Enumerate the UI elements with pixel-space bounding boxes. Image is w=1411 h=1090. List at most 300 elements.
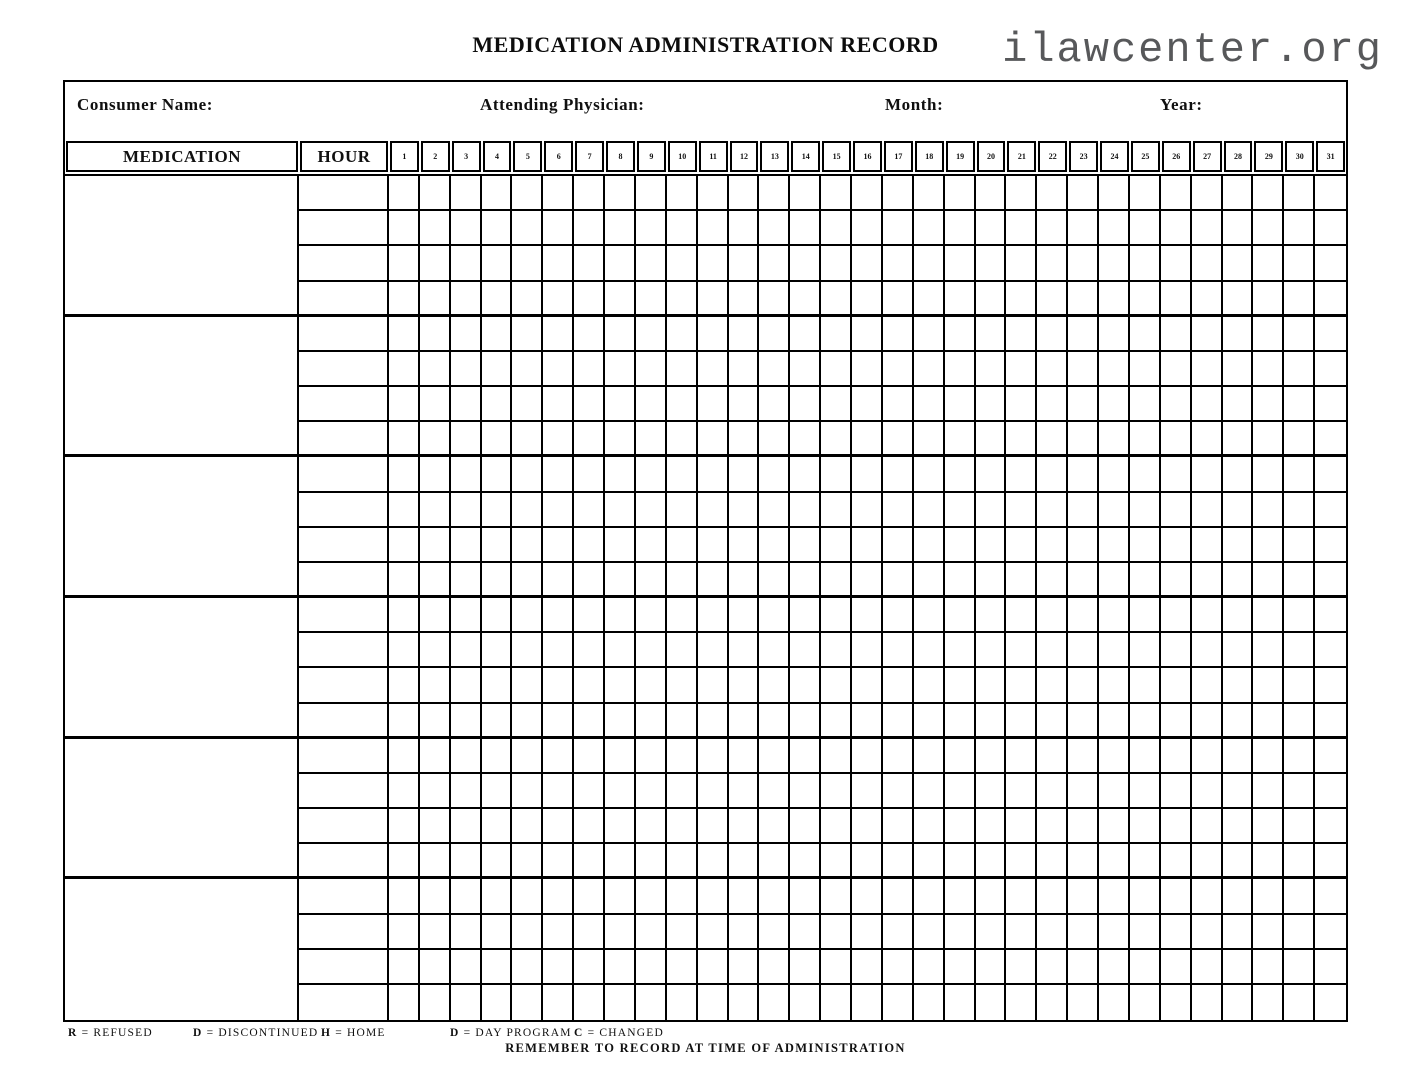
day-cell[interactable]	[821, 879, 852, 914]
day-cell[interactable]	[1068, 422, 1099, 457]
day-cell[interactable]	[1037, 844, 1068, 879]
day-cell[interactable]	[605, 633, 636, 668]
day-cell[interactable]	[543, 844, 574, 879]
day-cell[interactable]	[605, 598, 636, 633]
day-cell[interactable]	[1006, 809, 1037, 844]
day-cell[interactable]	[1192, 774, 1223, 809]
day-cell[interactable]	[636, 879, 667, 914]
day-cell[interactable]	[1130, 457, 1161, 492]
day-cell[interactable]	[1315, 282, 1346, 317]
day-cell[interactable]	[790, 668, 821, 703]
day-cell[interactable]	[512, 317, 543, 352]
day-cell[interactable]	[852, 493, 883, 528]
day-cell[interactable]	[883, 809, 914, 844]
hour-cell[interactable]	[299, 879, 389, 914]
day-cell[interactable]	[451, 915, 482, 950]
day-cell[interactable]	[1130, 879, 1161, 914]
day-cell[interactable]	[451, 774, 482, 809]
day-cell[interactable]	[420, 844, 451, 879]
hour-cell[interactable]	[299, 246, 389, 281]
day-cell[interactable]	[482, 844, 513, 879]
day-cell[interactable]	[574, 563, 605, 598]
day-cell[interactable]	[1006, 387, 1037, 422]
day-cell[interactable]	[729, 915, 760, 950]
day-cell[interactable]	[420, 563, 451, 598]
day-cell[interactable]	[945, 774, 976, 809]
day-cell[interactable]	[605, 246, 636, 281]
day-cell[interactable]	[729, 352, 760, 387]
day-cell[interactable]	[698, 633, 729, 668]
day-cell[interactable]	[698, 317, 729, 352]
day-cell[interactable]	[1253, 879, 1284, 914]
day-cell[interactable]	[1099, 176, 1130, 211]
day-cell[interactable]	[1161, 528, 1192, 563]
day-cell[interactable]	[790, 246, 821, 281]
day-cell[interactable]	[1284, 633, 1315, 668]
day-cell[interactable]	[852, 633, 883, 668]
day-cell[interactable]	[759, 774, 790, 809]
day-cell[interactable]	[821, 774, 852, 809]
hour-cell[interactable]	[299, 211, 389, 246]
day-cell[interactable]	[1284, 457, 1315, 492]
day-cell[interactable]	[759, 457, 790, 492]
day-cell[interactable]	[1223, 668, 1254, 703]
day-cell[interactable]	[790, 633, 821, 668]
day-cell[interactable]	[512, 774, 543, 809]
day-cell[interactable]	[821, 528, 852, 563]
day-cell[interactable]	[420, 985, 451, 1020]
day-cell[interactable]	[1253, 915, 1284, 950]
day-cell[interactable]	[945, 704, 976, 739]
day-cell[interactable]	[574, 739, 605, 774]
day-cell[interactable]	[1161, 387, 1192, 422]
day-cell[interactable]	[667, 493, 698, 528]
day-cell[interactable]	[512, 352, 543, 387]
day-cell[interactable]	[1284, 317, 1315, 352]
day-cell[interactable]	[759, 176, 790, 211]
day-cell[interactable]	[512, 387, 543, 422]
day-cell[interactable]	[729, 528, 760, 563]
day-cell[interactable]	[945, 879, 976, 914]
day-cell[interactable]	[1253, 387, 1284, 422]
day-cell[interactable]	[1223, 422, 1254, 457]
day-cell[interactable]	[1006, 879, 1037, 914]
day-cell[interactable]	[574, 809, 605, 844]
day-cell[interactable]	[1253, 950, 1284, 985]
day-cell[interactable]	[605, 457, 636, 492]
day-cell[interactable]	[1253, 739, 1284, 774]
day-cell[interactable]	[976, 879, 1007, 914]
medication-cell[interactable]	[65, 176, 299, 317]
day-cell[interactable]	[389, 950, 420, 985]
day-cell[interactable]	[1315, 563, 1346, 598]
day-cell[interactable]	[976, 387, 1007, 422]
day-cell[interactable]	[914, 528, 945, 563]
day-cell[interactable]	[883, 774, 914, 809]
day-cell[interactable]	[574, 668, 605, 703]
day-cell[interactable]	[1130, 352, 1161, 387]
day-cell[interactable]	[1099, 739, 1130, 774]
day-cell[interactable]	[636, 176, 667, 211]
day-cell[interactable]	[852, 387, 883, 422]
day-cell[interactable]	[729, 211, 760, 246]
day-cell[interactable]	[1161, 457, 1192, 492]
day-cell[interactable]	[1006, 493, 1037, 528]
day-cell[interactable]	[698, 493, 729, 528]
day-cell[interactable]	[1192, 457, 1223, 492]
day-cell[interactable]	[451, 809, 482, 844]
day-cell[interactable]	[636, 422, 667, 457]
day-cell[interactable]	[543, 176, 574, 211]
day-cell[interactable]	[1099, 950, 1130, 985]
day-cell[interactable]	[759, 668, 790, 703]
day-cell[interactable]	[543, 879, 574, 914]
day-cell[interactable]	[945, 493, 976, 528]
day-cell[interactable]	[1284, 563, 1315, 598]
day-cell[interactable]	[914, 317, 945, 352]
day-cell[interactable]	[1284, 282, 1315, 317]
day-cell[interactable]	[1192, 985, 1223, 1020]
hour-cell[interactable]	[299, 422, 389, 457]
day-cell[interactable]	[790, 457, 821, 492]
day-cell[interactable]	[451, 739, 482, 774]
day-cell[interactable]	[883, 493, 914, 528]
hour-cell[interactable]	[299, 563, 389, 598]
day-cell[interactable]	[1284, 915, 1315, 950]
day-cell[interactable]	[389, 246, 420, 281]
day-cell[interactable]	[482, 633, 513, 668]
medication-cell[interactable]	[65, 598, 299, 739]
day-cell[interactable]	[512, 211, 543, 246]
day-cell[interactable]	[1315, 211, 1346, 246]
day-cell[interactable]	[512, 457, 543, 492]
day-cell[interactable]	[1037, 704, 1068, 739]
day-cell[interactable]	[1192, 211, 1223, 246]
day-cell[interactable]	[1006, 457, 1037, 492]
day-cell[interactable]	[1037, 352, 1068, 387]
day-cell[interactable]	[1223, 493, 1254, 528]
day-cell[interactable]	[420, 211, 451, 246]
day-cell[interactable]	[945, 915, 976, 950]
day-cell[interactable]	[482, 457, 513, 492]
day-cell[interactable]	[451, 493, 482, 528]
day-cell[interactable]	[420, 387, 451, 422]
day-cell[interactable]	[667, 809, 698, 844]
day-cell[interactable]	[790, 844, 821, 879]
day-cell[interactable]	[667, 528, 698, 563]
day-cell[interactable]	[914, 774, 945, 809]
day-cell[interactable]	[420, 598, 451, 633]
day-cell[interactable]	[1068, 668, 1099, 703]
day-cell[interactable]	[1068, 985, 1099, 1020]
day-cell[interactable]	[1068, 317, 1099, 352]
day-cell[interactable]	[883, 598, 914, 633]
day-cell[interactable]	[976, 739, 1007, 774]
day-cell[interactable]	[451, 457, 482, 492]
day-cell[interactable]	[574, 704, 605, 739]
day-cell[interactable]	[1037, 387, 1068, 422]
day-cell[interactable]	[976, 809, 1007, 844]
day-cell[interactable]	[883, 176, 914, 211]
day-cell[interactable]	[1099, 387, 1130, 422]
day-cell[interactable]	[636, 985, 667, 1020]
day-cell[interactable]	[821, 352, 852, 387]
day-cell[interactable]	[759, 211, 790, 246]
day-cell[interactable]	[883, 879, 914, 914]
day-cell[interactable]	[1130, 387, 1161, 422]
day-cell[interactable]	[821, 844, 852, 879]
day-cell[interactable]	[389, 493, 420, 528]
day-cell[interactable]	[574, 633, 605, 668]
day-cell[interactable]	[1223, 457, 1254, 492]
day-cell[interactable]	[852, 176, 883, 211]
day-cell[interactable]	[512, 176, 543, 211]
day-cell[interactable]	[1099, 563, 1130, 598]
day-cell[interactable]	[543, 950, 574, 985]
day-cell[interactable]	[1161, 879, 1192, 914]
day-cell[interactable]	[1192, 950, 1223, 985]
day-cell[interactable]	[1253, 528, 1284, 563]
day-cell[interactable]	[667, 704, 698, 739]
day-cell[interactable]	[1037, 317, 1068, 352]
day-cell[interactable]	[759, 704, 790, 739]
day-cell[interactable]	[482, 422, 513, 457]
day-cell[interactable]	[1037, 422, 1068, 457]
day-cell[interactable]	[1068, 211, 1099, 246]
day-cell[interactable]	[389, 774, 420, 809]
day-cell[interactable]	[605, 528, 636, 563]
day-cell[interactable]	[821, 598, 852, 633]
day-cell[interactable]	[914, 457, 945, 492]
day-cell[interactable]	[729, 457, 760, 492]
day-cell[interactable]	[1223, 352, 1254, 387]
day-cell[interactable]	[636, 668, 667, 703]
day-cell[interactable]	[636, 809, 667, 844]
day-cell[interactable]	[883, 985, 914, 1020]
hour-cell[interactable]	[299, 598, 389, 633]
day-cell[interactable]	[1161, 211, 1192, 246]
day-cell[interactable]	[1068, 246, 1099, 281]
day-cell[interactable]	[1068, 352, 1099, 387]
day-cell[interactable]	[543, 528, 574, 563]
day-cell[interactable]	[389, 598, 420, 633]
day-cell[interactable]	[574, 915, 605, 950]
day-cell[interactable]	[1192, 844, 1223, 879]
day-cell[interactable]	[976, 563, 1007, 598]
day-cell[interactable]	[1315, 493, 1346, 528]
day-cell[interactable]	[1192, 598, 1223, 633]
day-cell[interactable]	[1068, 809, 1099, 844]
day-cell[interactable]	[790, 211, 821, 246]
day-cell[interactable]	[790, 774, 821, 809]
day-cell[interactable]	[667, 563, 698, 598]
day-cell[interactable]	[605, 844, 636, 879]
day-cell[interactable]	[1223, 985, 1254, 1020]
day-cell[interactable]	[1037, 176, 1068, 211]
day-cell[interactable]	[543, 387, 574, 422]
day-cell[interactable]	[543, 493, 574, 528]
day-cell[interactable]	[1161, 246, 1192, 281]
day-cell[interactable]	[759, 282, 790, 317]
day-cell[interactable]	[914, 563, 945, 598]
day-cell[interactable]	[1223, 246, 1254, 281]
day-cell[interactable]	[451, 563, 482, 598]
day-cell[interactable]	[852, 246, 883, 281]
day-cell[interactable]	[852, 528, 883, 563]
day-cell[interactable]	[976, 668, 1007, 703]
day-cell[interactable]	[1068, 950, 1099, 985]
day-cell[interactable]	[852, 704, 883, 739]
hour-cell[interactable]	[299, 317, 389, 352]
day-cell[interactable]	[914, 668, 945, 703]
day-cell[interactable]	[790, 317, 821, 352]
day-cell[interactable]	[605, 739, 636, 774]
day-cell[interactable]	[698, 774, 729, 809]
day-cell[interactable]	[1253, 176, 1284, 211]
day-cell[interactable]	[482, 598, 513, 633]
day-cell[interactable]	[883, 739, 914, 774]
day-cell[interactable]	[1130, 528, 1161, 563]
day-cell[interactable]	[543, 809, 574, 844]
day-cell[interactable]	[1223, 387, 1254, 422]
day-cell[interactable]	[852, 352, 883, 387]
day-cell[interactable]	[759, 879, 790, 914]
day-cell[interactable]	[852, 598, 883, 633]
day-cell[interactable]	[420, 668, 451, 703]
day-cell[interactable]	[790, 563, 821, 598]
day-cell[interactable]	[1253, 493, 1284, 528]
day-cell[interactable]	[636, 282, 667, 317]
day-cell[interactable]	[1037, 809, 1068, 844]
day-cell[interactable]	[883, 282, 914, 317]
day-cell[interactable]	[1037, 985, 1068, 1020]
day-cell[interactable]	[1130, 739, 1161, 774]
day-cell[interactable]	[1130, 704, 1161, 739]
day-cell[interactable]	[945, 985, 976, 1020]
day-cell[interactable]	[420, 950, 451, 985]
day-cell[interactable]	[574, 317, 605, 352]
day-cell[interactable]	[852, 317, 883, 352]
day-cell[interactable]	[698, 457, 729, 492]
day-cell[interactable]	[759, 809, 790, 844]
day-cell[interactable]	[389, 809, 420, 844]
day-cell[interactable]	[821, 739, 852, 774]
day-cell[interactable]	[790, 528, 821, 563]
day-cell[interactable]	[790, 598, 821, 633]
day-cell[interactable]	[389, 633, 420, 668]
day-cell[interactable]	[1315, 844, 1346, 879]
day-cell[interactable]	[698, 422, 729, 457]
day-cell[interactable]	[451, 985, 482, 1020]
day-cell[interactable]	[543, 422, 574, 457]
day-cell[interactable]	[821, 493, 852, 528]
day-cell[interactable]	[1161, 809, 1192, 844]
day-cell[interactable]	[729, 246, 760, 281]
day-cell[interactable]	[883, 633, 914, 668]
day-cell[interactable]	[1284, 774, 1315, 809]
day-cell[interactable]	[1192, 317, 1223, 352]
day-cell[interactable]	[605, 563, 636, 598]
day-cell[interactable]	[1161, 282, 1192, 317]
day-cell[interactable]	[1037, 528, 1068, 563]
day-cell[interactable]	[821, 211, 852, 246]
day-cell[interactable]	[1253, 352, 1284, 387]
day-cell[interactable]	[1130, 809, 1161, 844]
hour-cell[interactable]	[299, 633, 389, 668]
day-cell[interactable]	[1130, 211, 1161, 246]
day-cell[interactable]	[512, 528, 543, 563]
day-cell[interactable]	[1284, 879, 1315, 914]
day-cell[interactable]	[698, 985, 729, 1020]
day-cell[interactable]	[1253, 563, 1284, 598]
day-cell[interactable]	[605, 493, 636, 528]
day-cell[interactable]	[790, 739, 821, 774]
day-cell[interactable]	[1037, 950, 1068, 985]
day-cell[interactable]	[852, 282, 883, 317]
day-cell[interactable]	[482, 950, 513, 985]
day-cell[interactable]	[1284, 739, 1315, 774]
day-cell[interactable]	[729, 668, 760, 703]
day-cell[interactable]	[790, 176, 821, 211]
day-cell[interactable]	[605, 282, 636, 317]
day-cell[interactable]	[1315, 422, 1346, 457]
day-cell[interactable]	[1284, 528, 1315, 563]
day-cell[interactable]	[945, 176, 976, 211]
day-cell[interactable]	[759, 563, 790, 598]
day-cell[interactable]	[1130, 563, 1161, 598]
day-cell[interactable]	[1253, 317, 1284, 352]
day-cell[interactable]	[821, 387, 852, 422]
day-cell[interactable]	[883, 246, 914, 281]
day-cell[interactable]	[636, 457, 667, 492]
day-cell[interactable]	[883, 317, 914, 352]
medication-cell[interactable]	[65, 317, 299, 458]
day-cell[interactable]	[914, 879, 945, 914]
day-cell[interactable]	[1223, 211, 1254, 246]
day-cell[interactable]	[1006, 633, 1037, 668]
day-cell[interactable]	[1006, 704, 1037, 739]
day-cell[interactable]	[1223, 176, 1254, 211]
day-cell[interactable]	[883, 950, 914, 985]
day-cell[interactable]	[914, 246, 945, 281]
day-cell[interactable]	[759, 317, 790, 352]
day-cell[interactable]	[790, 493, 821, 528]
day-cell[interactable]	[1315, 985, 1346, 1020]
day-cell[interactable]	[420, 809, 451, 844]
day-cell[interactable]	[1192, 176, 1223, 211]
day-cell[interactable]	[976, 457, 1007, 492]
day-cell[interactable]	[1037, 633, 1068, 668]
day-cell[interactable]	[605, 317, 636, 352]
day-cell[interactable]	[914, 704, 945, 739]
day-cell[interactable]	[667, 282, 698, 317]
day-cell[interactable]	[605, 950, 636, 985]
day-cell[interactable]	[1130, 668, 1161, 703]
day-cell[interactable]	[667, 950, 698, 985]
day-cell[interactable]	[667, 985, 698, 1020]
day-cell[interactable]	[883, 668, 914, 703]
day-cell[interactable]	[914, 422, 945, 457]
hour-cell[interactable]	[299, 739, 389, 774]
day-cell[interactable]	[543, 774, 574, 809]
day-cell[interactable]	[1006, 844, 1037, 879]
day-cell[interactable]	[574, 774, 605, 809]
day-cell[interactable]	[636, 528, 667, 563]
day-cell[interactable]	[945, 211, 976, 246]
day-cell[interactable]	[790, 282, 821, 317]
day-cell[interactable]	[976, 317, 1007, 352]
day-cell[interactable]	[1192, 668, 1223, 703]
